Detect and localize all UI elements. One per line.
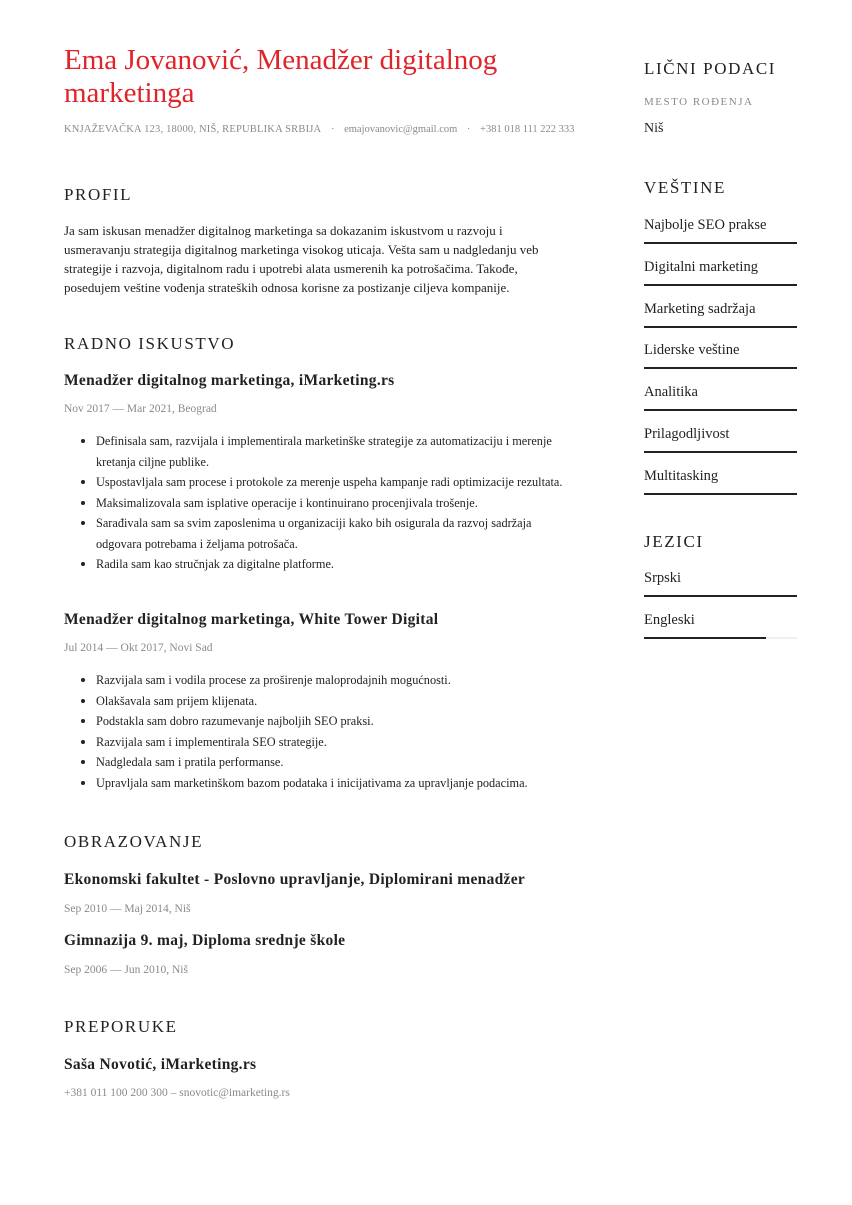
skill-label: Marketing sadržaja: [644, 300, 756, 317]
skill-level-bar: [644, 493, 797, 495]
skill-item: [644, 259, 797, 301]
skill-label: Multitasking: [644, 467, 719, 484]
skill-label: Liderske veštine: [644, 342, 740, 359]
address: KNJAŽEVAČKA 123, 18000, NIŠ, REPUBLIKA SRBIJA: [64, 124, 322, 135]
job-title: Menadžer digitalnog marketinga, iMarketing.rs: [64, 372, 395, 389]
separator: ·: [330, 124, 335, 135]
list-item: Radila sam kao stručnjak za digitalne platforme.: [96, 554, 564, 575]
job-title: Menadžer digitalnog marketinga, White Tower Digital: [64, 611, 439, 628]
job-bullets: [64, 431, 564, 575]
skill-level-track: [644, 326, 797, 328]
reference-contact: +381 011 100 200 300 – snovotic@imarketing.rs: [64, 1087, 290, 1099]
skill-item: [644, 217, 797, 259]
list-item: Uspostavljala sam procese i protokole za merenje uspeha kampanje radi optimizacije rezultata.: [96, 472, 564, 493]
section-title-references: PREPORUKE: [64, 1017, 178, 1036]
email[interactable]: emajovanovic@gmail.com: [344, 124, 458, 135]
resume-name: Ema Jovanović, Menadžer digitalnog marketinga: [64, 44, 498, 109]
list-item: Maksimalizovala sam isplative operacije i kontinuirano procenjivala trošenje.: [96, 493, 564, 514]
education-meta: Sep 2010 — Maj 2014, Niš: [64, 903, 191, 915]
section-title-skills: VEŠTINE: [644, 178, 727, 197]
birthplace-value: Niš: [644, 121, 664, 136]
language-level-track: [644, 595, 797, 597]
section-title-languages: JEZICI: [644, 532, 704, 551]
list-item: Nadgledala sam i pratila performanse.: [96, 752, 564, 773]
birthplace-label: MESTO ROĐENJA: [644, 96, 754, 108]
skill-item: [644, 301, 797, 343]
list-item: Sarađivala sam sa svim zaposlenima u organizaciji kako bih osigurala da razvoj sadržaja odgovara potrebama i željama potrošača.: [96, 513, 564, 554]
skill-item: [644, 342, 797, 384]
skill-level-bar: [644, 326, 797, 328]
profile-text: Ja sam iskusan menadžer digitalnog marketinga sa dokazanim iskustvom u razvoju i usmeravanju strategija digitalnog marketinga visokog uticaja. Vešta sam u nadgledanju veb strategije i razvoja, digitalnom radu i upotrebi alata usmerenih ka potrošačima. Takođe, posedujem veštine vođenja strateških odnosa korisne za postizanje ciljeva kompanije.: [64, 223, 539, 295]
language-item: [644, 612, 797, 654]
skill-level-track: [644, 367, 797, 369]
section-title-education: OBRAZOVANJE: [64, 832, 204, 851]
contact-line: [64, 124, 604, 135]
list-item: Razvijala sam i vodila procese za proširenje maloprodajnih mogućnosti.: [96, 670, 564, 691]
section-title-experience: RADNO ISKUSTVO: [64, 334, 236, 353]
job-meta: Nov 2017 — Mar 2021, Beograd: [64, 403, 217, 415]
education-meta: Sep 2006 — Jun 2010, Niš: [64, 964, 188, 976]
skill-level-bar: [644, 242, 797, 244]
separator: ·: [466, 124, 471, 135]
section-title-profile: PROFIL: [64, 185, 133, 204]
education-title: Gimnazija 9. maj, Diploma srednje škole: [64, 932, 346, 949]
list-item: Definisala sam, razvijala i implementirala marketinške strategije za automatizaciju i merenje kretanja ciljne publike.: [96, 431, 564, 472]
reference-title: Saša Novotić, iMarketing.rs: [64, 1056, 257, 1073]
skill-item: [644, 384, 797, 426]
skill-label: Analitika: [644, 384, 698, 401]
language-level-track: [644, 637, 797, 639]
skill-label: Najbolje SEO prakse: [644, 217, 767, 233]
skill-level-bar: [644, 367, 797, 369]
job-meta: Jul 2014 — Okt 2017, Novi Sad: [64, 642, 213, 654]
language-item: [644, 570, 797, 612]
skill-level-track: [644, 242, 797, 244]
skill-level-bar: [644, 451, 797, 453]
section-title-personal: LIČNI PODACI: [644, 59, 777, 78]
phone[interactable]: +381 018 111 222 333: [480, 124, 575, 135]
job-bullets: [64, 670, 564, 793]
skill-label: Digitalni marketing: [644, 258, 758, 275]
skill-level-track: [644, 409, 797, 411]
language-label: Srpski: [644, 570, 682, 586]
list-item: Podstakla sam dobro razumevanje najboljih SEO praksi.: [96, 711, 564, 732]
skill-level-track: [644, 493, 797, 495]
skill-label: Prilagodljivost: [644, 426, 730, 442]
language-level-bar: [644, 595, 797, 597]
skill-item: [644, 468, 797, 510]
language-level-bar: [644, 637, 766, 639]
skill-item: [644, 426, 797, 468]
list-item: Olakšavala sam prijem klijenata.: [96, 691, 564, 712]
list-item: Razvijala sam i implementirala SEO strategije.: [96, 732, 564, 753]
list-item: Upravljala sam marketinškom bazom podataka i inicijativama za upravljanje podacima.: [96, 773, 564, 794]
skill-level-bar: [644, 409, 797, 411]
skill-level-track: [644, 284, 797, 286]
skill-level-bar: [644, 284, 797, 286]
skill-level-track: [644, 451, 797, 453]
education-title: Ekonomski fakultet - Poslovno upravljanje, Diplomirani menadžer: [64, 871, 526, 888]
language-label: Engleski: [644, 611, 695, 628]
